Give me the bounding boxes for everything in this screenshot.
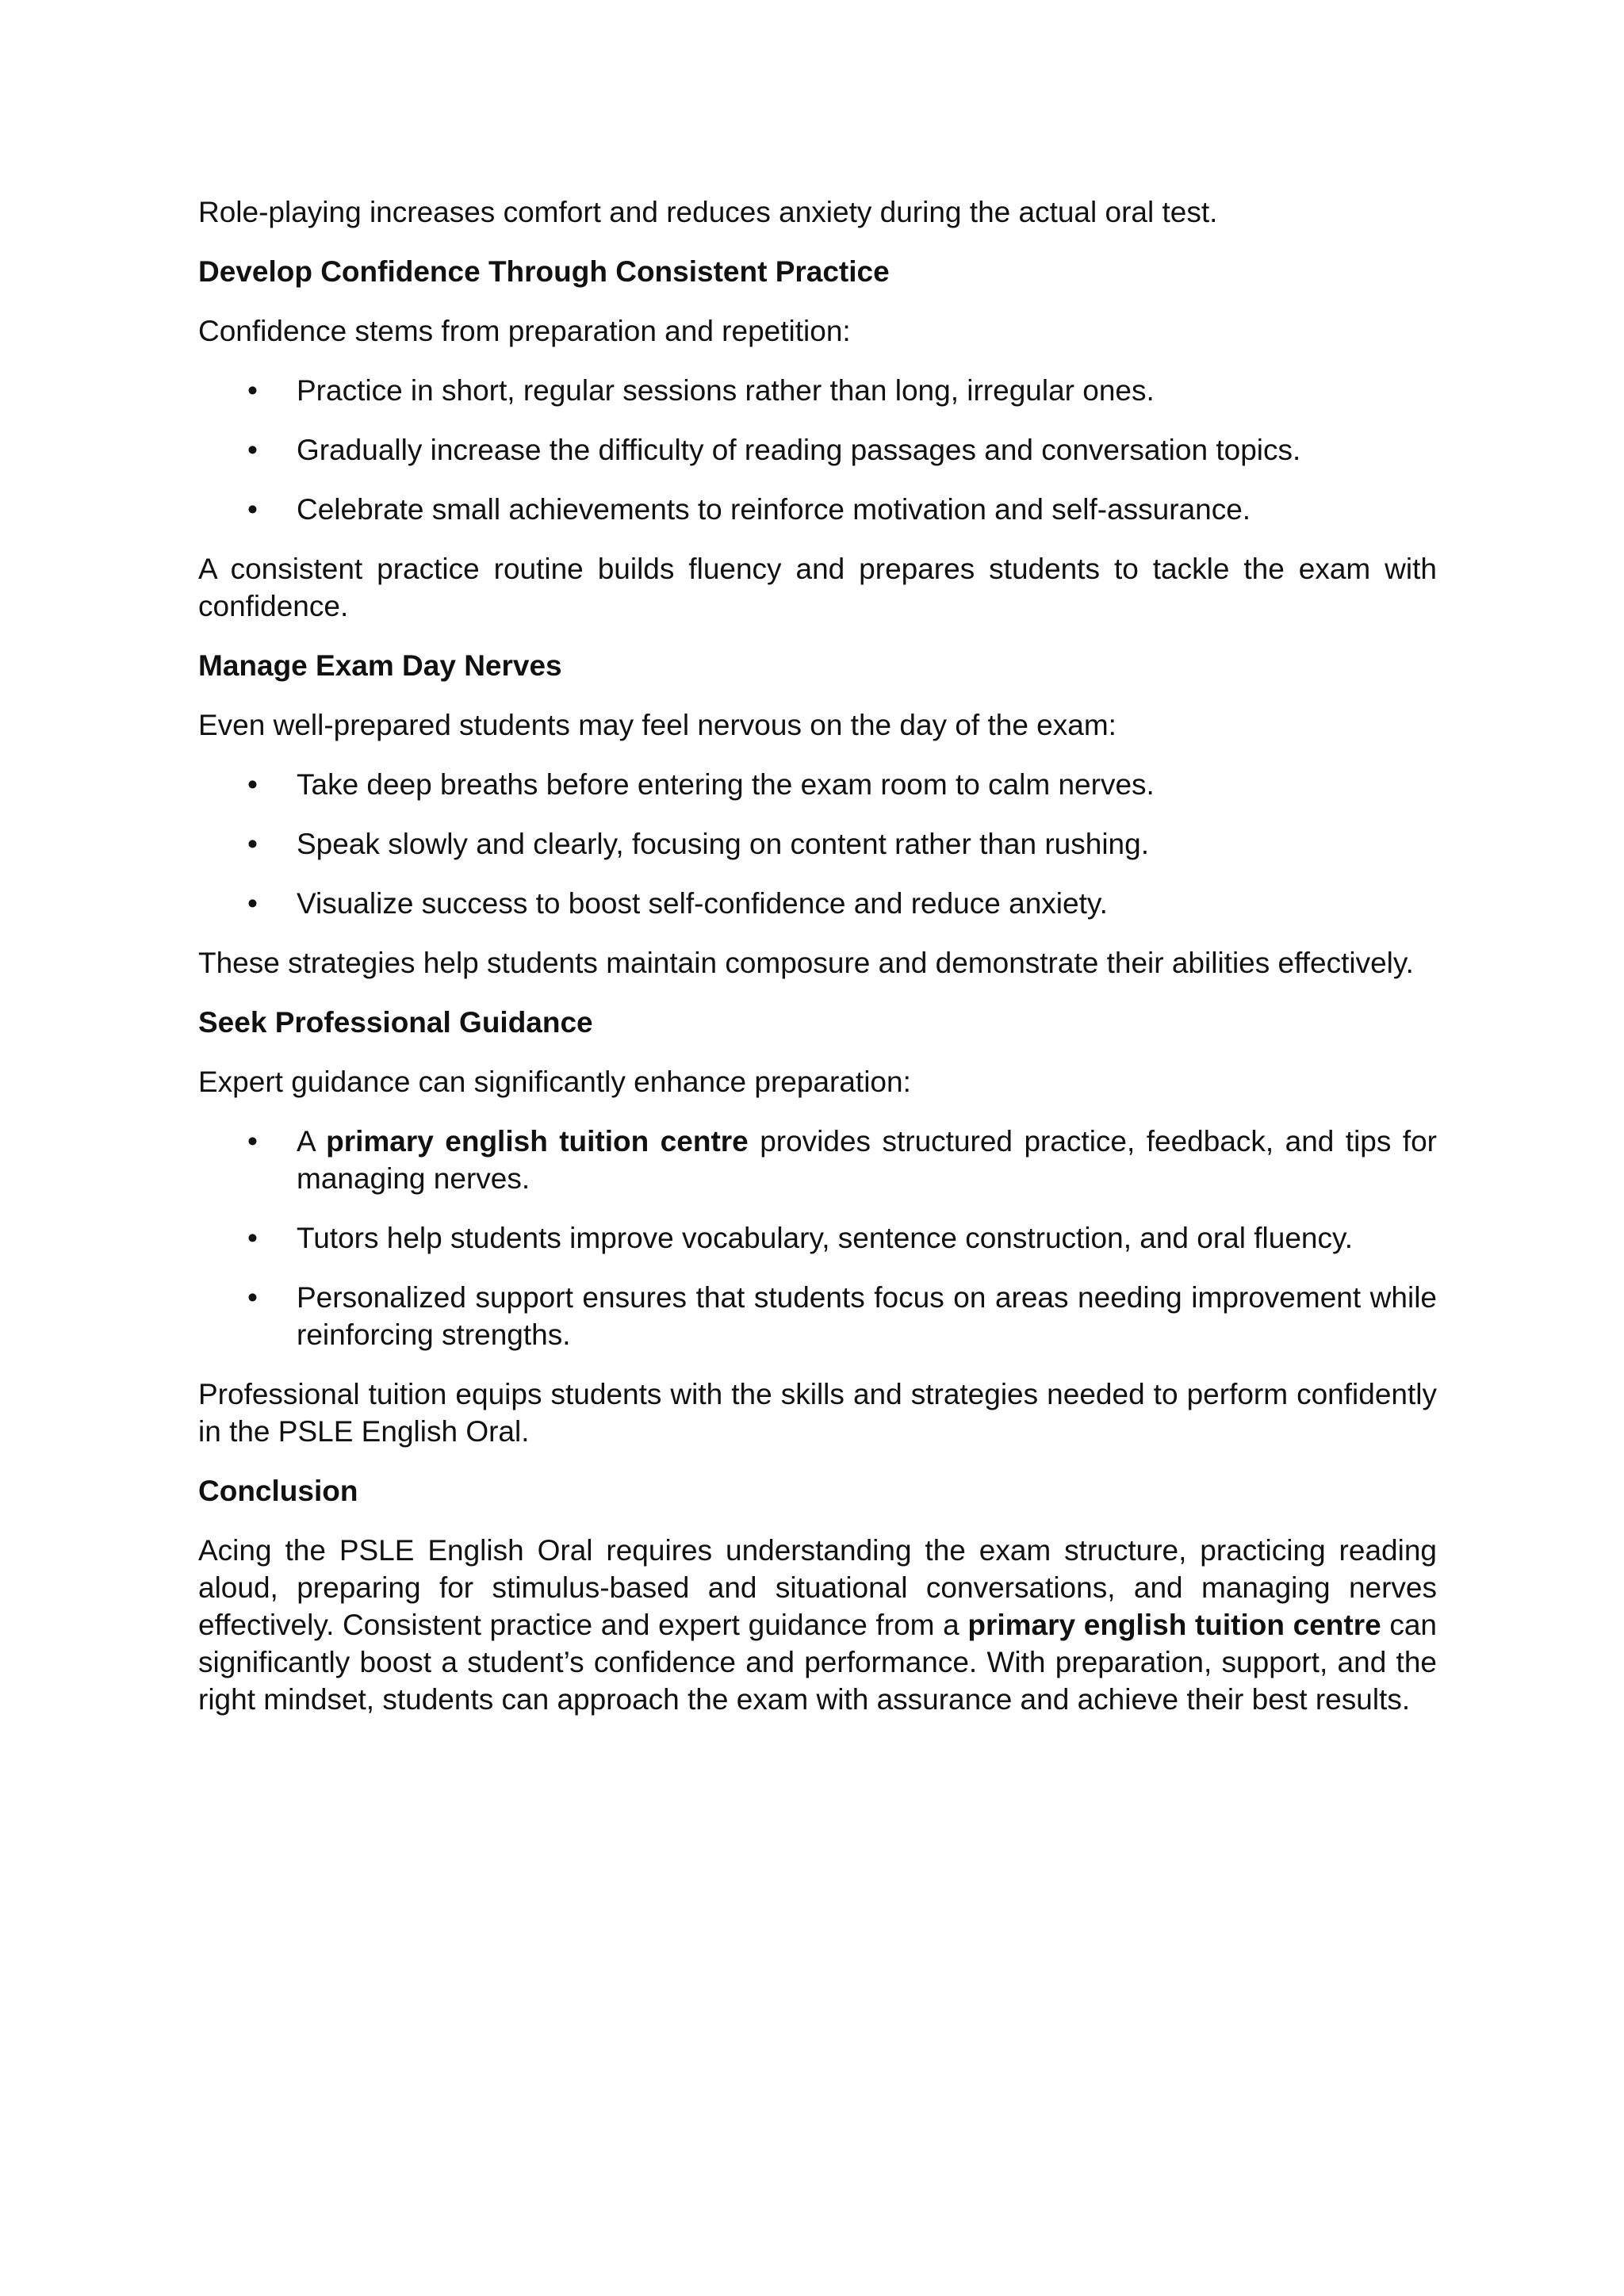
bullet-icon: • (247, 828, 258, 860)
list-item-text: Visualize success to boost self-confidence and reduce anxiety. (297, 887, 1108, 920)
bold-term: primary english tuition centre (967, 1609, 1381, 1641)
paragraph-guidance-outro: Professional tuition equips students with the skills and strategies needed to perform confidently in the PSLE English Oral. (198, 1378, 1437, 1448)
paragraph-confidence-intro: Confidence stems from preparation and repetition: (198, 315, 851, 347)
bullet-icon: • (247, 434, 258, 466)
paragraph-conclusion (198, 1532, 1437, 1718)
paragraph-nerves-outro: These strategies help students maintain composure and demonstrate their abilities effectively. (198, 947, 1414, 979)
list-item-text: Tutors help students improve vocabulary, sentence construction, and oral fluency. (297, 1222, 1354, 1254)
list-item-text-post: provides structured practice, feedback, and tips for managing nerves. (297, 1125, 1437, 1195)
document-page (198, 193, 1437, 1740)
list-item (198, 1123, 1437, 1197)
guidance-bullet-list (198, 1123, 1437, 1353)
bullet-icon: • (247, 493, 258, 526)
list-item (198, 885, 1437, 922)
heading-manage-nerves: Manage Exam Day Nerves (198, 649, 562, 682)
heading-conclusion: Conclusion (198, 1475, 358, 1507)
nerves-bullet-list (198, 766, 1437, 922)
heading-develop-confidence: Develop Confidence Through Consistent Practice (198, 255, 890, 288)
bullet-icon: • (247, 374, 258, 407)
bullet-icon: • (247, 1125, 258, 1158)
list-item-text: Practice in short, regular sessions rather than long, irregular ones. (297, 374, 1155, 407)
list-item (198, 372, 1437, 409)
conclusion-text-post: can significantly boost a student’s confidence and performance. With preparation, support, and the right mindset, students can approach the exam with assurance and achieve their best results. (198, 1609, 1438, 1716)
list-item-text: Gradually increase the difficulty of reading passages and conversation topics. (297, 434, 1301, 466)
bold-term: primary english tuition centre (326, 1125, 749, 1158)
list-item-text: Take deep breaths before entering the exam room to calm nerves. (297, 768, 1155, 801)
bullet-icon: • (247, 887, 258, 920)
list-item (198, 1219, 1437, 1257)
list-item-text: Speak slowly and clearly, focusing on content rather than rushing. (297, 828, 1149, 860)
bullet-icon: • (247, 768, 258, 801)
heading-professional-guidance: Seek Professional Guidance (198, 1006, 593, 1039)
paragraph-confidence-outro: A consistent practice routine builds fluency and prepares students to tackle the exam with confidence. (198, 553, 1437, 622)
list-item (198, 431, 1437, 469)
confidence-bullet-list (198, 372, 1437, 528)
list-item-text: Celebrate small achievements to reinforce motivation and self-assurance. (297, 493, 1251, 526)
conclusion-text-pre: Acing the PSLE English Oral requires understanding the exam structure, practicing reading aloud, preparing for stimulus-based and situational conversations, and managing nerves effectively. Consistent practice and expert guidance from a (198, 1534, 1437, 1641)
bullet-icon: • (247, 1281, 258, 1314)
list-item (198, 825, 1437, 863)
paragraph-guidance-intro: Expert guidance can significantly enhance preparation: (198, 1066, 911, 1098)
list-item-text-pre: A (297, 1125, 327, 1158)
list-item-text: Personalized support ensures that students focus on areas needing improvement while reinforcing strengths. (297, 1281, 1437, 1351)
paragraph-nerves-intro: Even well-prepared students may feel nervous on the day of the exam: (198, 709, 1116, 741)
paragraph-roleplay: Role-playing increases comfort and reduces anxiety during the actual oral test. (198, 196, 1218, 228)
bullet-icon: • (247, 1222, 258, 1254)
list-item (198, 491, 1437, 528)
list-item (198, 1279, 1437, 1353)
list-item (198, 766, 1437, 803)
